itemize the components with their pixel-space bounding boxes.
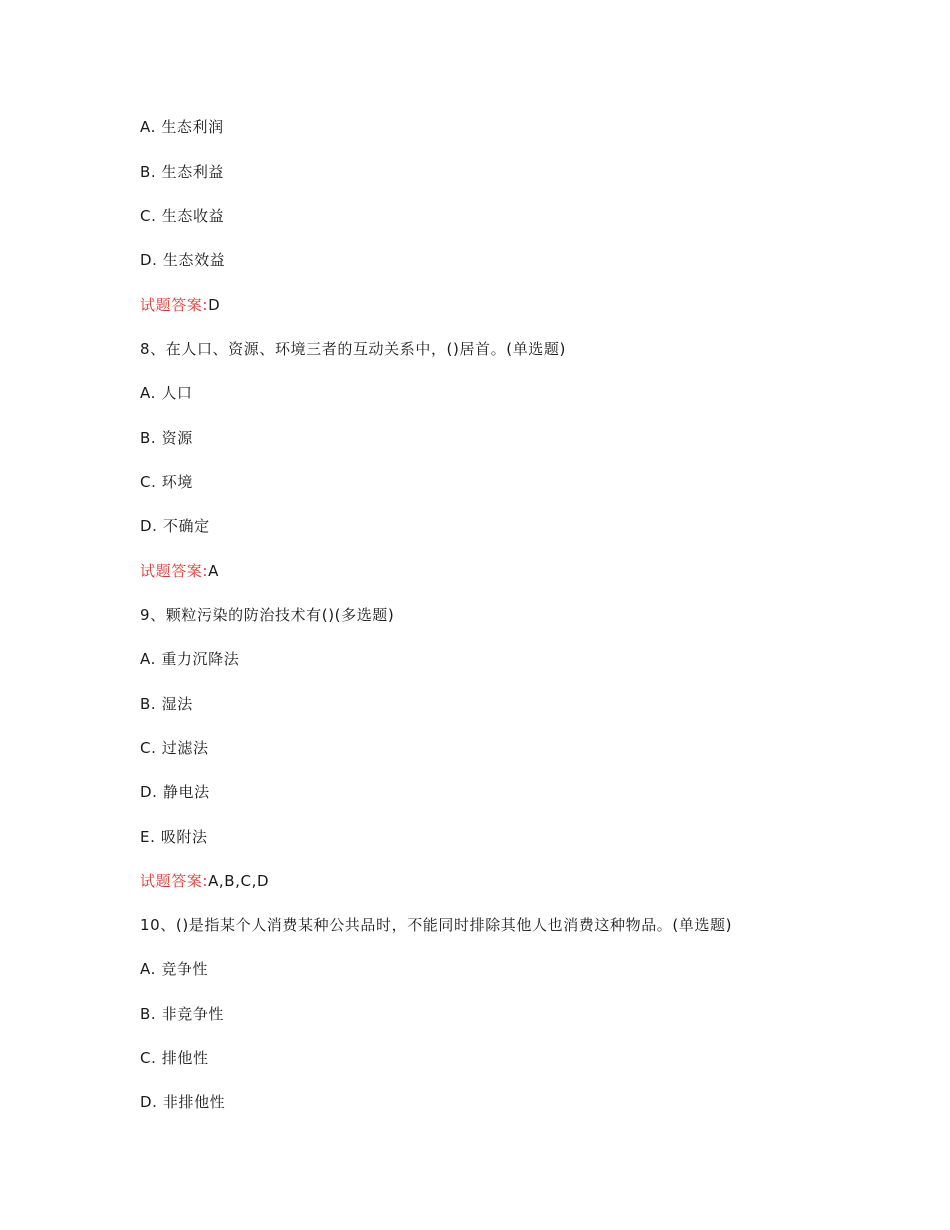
q8-option-b: B. 资源 [140, 429, 193, 447]
q8-question: 8、在人口、资源、环境三者的互动关系中，()居首。(单选题) [140, 340, 566, 358]
q7-option-b: B. 生态利益 [140, 163, 225, 181]
q7-answer [140, 295, 220, 315]
q8-option-a: A. 人口 [140, 384, 193, 402]
q9-option-c: C. 过滤法 [140, 739, 209, 757]
q9-option-a: A. 重力沉降法 [140, 650, 240, 668]
q8-answer-value: A [208, 562, 219, 580]
q8-answer-label: 试题答案: [140, 562, 209, 580]
q8-option-c: C. 环境 [140, 473, 194, 491]
q9-answer-value: A,B,C,D [208, 872, 270, 890]
q9-answer-label: 试题答案: [140, 872, 209, 890]
q10-option-a: A. 竞争性 [140, 960, 209, 978]
q10-option-b: B. 非竞争性 [140, 1005, 225, 1023]
q9-option-d: D. 静电法 [140, 783, 210, 801]
q8-option-d: D. 不确定 [140, 517, 210, 535]
q9-option-b: B. 湿法 [140, 695, 193, 713]
q7-option-a: A. 生态利润 [140, 118, 224, 136]
q9-option-e: E. 吸附法 [140, 828, 208, 846]
q10-option-d: D. 非排他性 [140, 1093, 226, 1111]
q7-option-c: C. 生态收益 [140, 207, 225, 225]
q7-answer-value: D [208, 296, 221, 314]
q9-answer [140, 871, 269, 891]
q9-question: 9、颗粒污染的防治技术有()(多选题) [140, 606, 395, 624]
q8-answer [140, 561, 219, 581]
q7-option-d: D. 生态效益 [140, 251, 226, 269]
q7-answer-label: 试题答案: [140, 296, 209, 314]
q10-option-c: C. 排他性 [140, 1049, 209, 1067]
q10-question: 10、()是指某个人消费某种公共品时，不能同时排除其他人也消费这种物品。(单选题) [140, 916, 733, 934]
